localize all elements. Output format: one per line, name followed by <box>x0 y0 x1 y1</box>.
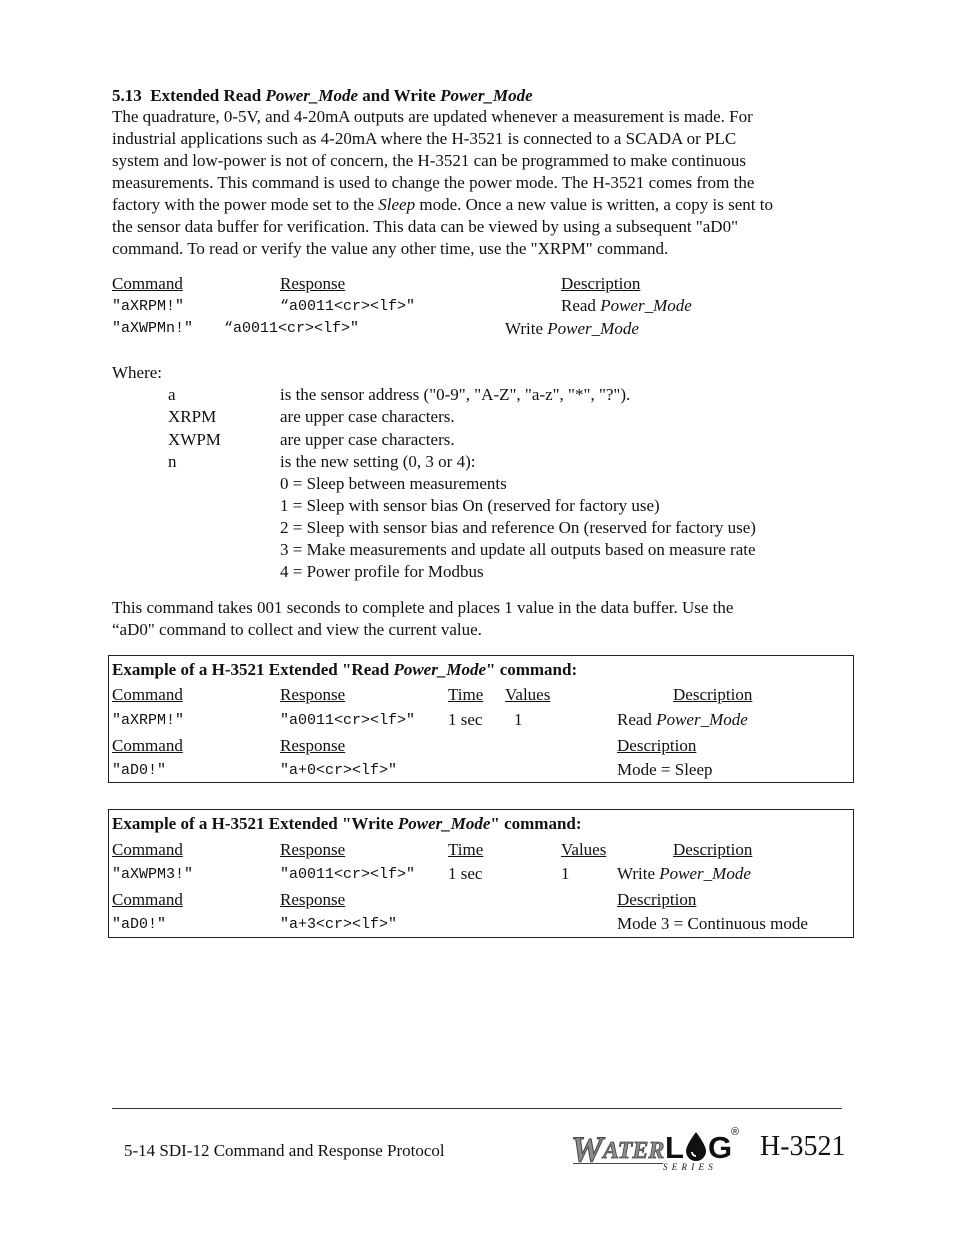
intro-line: the sensor data buffer for verification. This data can be viewed by using a subsequent "aD0" <box>112 217 739 236</box>
where-desc: are upper case characters. <box>280 430 455 449</box>
intro-paragraph <box>112 106 847 260</box>
mode-option: 1 = Sleep with sensor bias On (reserved for factory use) <box>280 496 660 515</box>
where-term: XWPM <box>168 430 221 449</box>
where-label: Where: <box>112 363 163 382</box>
command-code: "aD0!" <box>112 762 167 779</box>
values-count: 1 <box>514 710 523 729</box>
intro-line: The quadrature, 0-5V, and 4-20mA outputs are updated whenever a measurement is made. For <box>112 107 753 126</box>
footer-model: H-3521 <box>760 1131 846 1162</box>
where-desc: is the sensor address ("0-9", "A-Z", "a-z", "*", "?"). <box>280 385 631 404</box>
mode-option: 3 = Make measurements and update all outputs based on measure rate <box>280 540 756 559</box>
response-code: "a+0<cr><lf>" <box>280 762 398 779</box>
where-desc: is the new setting (0, 3 or 4): <box>280 452 476 471</box>
timing-line: This command takes 001 seconds to complete and places 1 value in the data buffer. Use the <box>112 598 734 617</box>
time-value: 1 sec <box>448 710 483 729</box>
command-code: "aXRPM!" <box>112 712 185 729</box>
response-code: "a0011<cr><lf>" <box>280 866 416 883</box>
col-description-header: Description <box>617 890 697 909</box>
col-response-header: Response <box>280 685 346 704</box>
col-time-header: Time <box>448 685 484 704</box>
response-code: "a+3<cr><lf>" <box>280 916 398 933</box>
water-drop-icon <box>684 1131 708 1161</box>
col-values-header: Values <box>561 840 607 859</box>
time-value: 1 sec <box>448 864 483 883</box>
logo-series: S E R I E S <box>663 1162 714 1172</box>
logo-letter: L <box>665 1130 684 1165</box>
response-code: "a0011<cr><lf>" <box>280 712 416 729</box>
mode-option: 2 = Sleep with sensor bias and reference On (reserved for factory use) <box>280 518 756 537</box>
response-code: “a0011<cr><lf>" <box>280 298 416 315</box>
col-response-header: Response <box>280 840 346 859</box>
command-code: "aXWPM3!" <box>112 866 194 883</box>
col-response-header: Response <box>280 890 346 909</box>
logo-letter: W <box>571 1129 604 1169</box>
command-description: Write Power_Mode <box>505 319 639 338</box>
command-code: "aD0!" <box>112 916 167 933</box>
col-command-header: Command <box>112 890 183 909</box>
where-term: a <box>168 385 176 404</box>
mode-option: 0 = Sleep between measurements <box>280 474 507 493</box>
col-description-header: Description <box>673 685 753 704</box>
heading-part: Extended Read <box>150 86 266 105</box>
timing-paragraph <box>112 597 847 641</box>
col-command-header: Command <box>112 736 183 755</box>
footer-page-label: 5-14 SDI-12 Command and Response Protocol <box>124 1141 445 1160</box>
example-title: Example of a H-3521 Extended "Read Power_Mode" command: <box>112 660 578 679</box>
values-count: 1 <box>561 864 570 883</box>
footer-divider <box>112 1108 842 1109</box>
intro-line: measurements. This command is used to change the power mode. The H-3521 comes from the <box>112 173 755 192</box>
logo-letter: G <box>708 1130 733 1165</box>
heading-italic: Power_Mode <box>440 86 533 105</box>
where-term: n <box>168 452 177 471</box>
command-description: Read Power_Mode <box>617 710 748 729</box>
col-description-header: Description <box>673 840 753 859</box>
section-number: 5.13 <box>112 86 142 105</box>
sleep-italic: Sleep <box>378 195 416 214</box>
command-code: "aXRPM!" <box>112 298 185 315</box>
logo-registered: ® <box>731 1126 740 1138</box>
response-code: “a0011<cr><lf>" <box>224 320 360 337</box>
command-description: Write Power_Mode <box>617 864 751 883</box>
intro-line: industrial applications such as 4-20mA where the H-3521 is connected to a SCADA or PLC <box>112 129 737 148</box>
timing-line: “aD0" command to collect and view the current value. <box>112 620 482 639</box>
example-title: Example of a H-3521 Extended "Write Power_Mode" command: <box>112 814 582 833</box>
col-description-header: Description <box>617 736 697 755</box>
col-command-header: Command <box>112 274 183 293</box>
waterlog-logo <box>571 1126 741 1174</box>
command-code: "aXWPMn!" <box>112 320 194 337</box>
section-heading <box>112 86 533 106</box>
mode-option: 4 = Power profile for Modbus <box>280 562 484 581</box>
command-description: Read Power_Mode <box>561 296 692 315</box>
col-command-header: Command <box>112 685 183 704</box>
logo-letter: ATER <box>603 1138 665 1164</box>
col-values-header: Values <box>505 685 551 704</box>
command-description: Mode 3 = Continuous mode <box>617 914 808 933</box>
heading-part: and Write <box>358 86 441 105</box>
heading-italic: Power_Mode <box>265 86 359 105</box>
command-description: Mode = Sleep <box>617 760 713 779</box>
col-description-header: Description <box>561 274 641 293</box>
col-response-header: Response <box>280 274 346 293</box>
col-time-header: Time <box>448 840 484 859</box>
col-command-header: Command <box>112 840 183 859</box>
intro-line: command. To read or verify the value any other time, use the "XRPM" command. <box>112 239 669 258</box>
intro-line: system and low-power is not of concern, the H-3521 can be programmed to make continuous <box>112 151 747 170</box>
where-term: XRPM <box>168 407 217 426</box>
col-response-header: Response <box>280 736 346 755</box>
where-desc: are upper case characters. <box>280 407 455 426</box>
logo-underline <box>573 1163 663 1164</box>
intro-line: factory with the power mode set to the Sleep mode. Once a new value is written, a copy is sent to <box>112 195 773 214</box>
